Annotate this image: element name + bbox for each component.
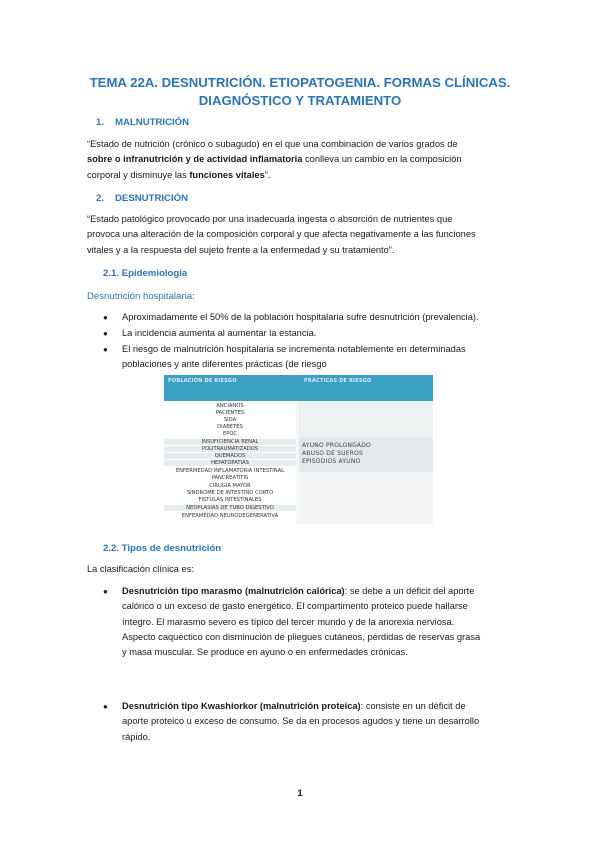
list-item-marasmo — [103, 584, 514, 660]
table-row: SIDA — [223, 417, 237, 423]
list-item-line: y masa muscular. Se produce en ayuno o en enfermedades crónicas. — [122, 647, 408, 658]
bold-text: Desnutrición tipo marasmo (malnutrición calórica) — [122, 586, 345, 596]
table-row: ENFERMEDAD INFLAMATORIA INTESTINAL — [175, 468, 285, 474]
practice-item: AYUNO PROLONGADO — [302, 442, 371, 449]
table-row: CIRUGÍA MAYOR — [209, 483, 251, 489]
para-line — [87, 168, 514, 183]
table-row: PACIENTES — [215, 410, 245, 416]
list-item-text: La incidencia aumenta al aumentar la estancia. — [122, 328, 317, 338]
heading-text: MALNUTRICIÓN — [115, 117, 190, 128]
heading-number: 1. — [96, 117, 105, 128]
text: : consiste en un déficit de — [360, 701, 466, 711]
heading-text: DESNUTRICIÓN — [115, 193, 189, 204]
table-row: QUEMADOS — [164, 453, 296, 459]
table-row: PANCREATITIS — [211, 475, 249, 481]
para-line: vitales y a la respuesta del sujeto frente a la enfermedad y su tratamiento”. — [87, 244, 395, 255]
bullet-icon: ● — [103, 702, 108, 711]
population-column — [164, 401, 296, 524]
table-row: DIABETES — [217, 424, 243, 430]
table-row: NEOPLASIAS DE TUBO DIGESTIVO — [164, 505, 296, 511]
practices-text — [302, 442, 371, 466]
table-header-right: PRÁCTICAS DE RIESGO — [304, 378, 372, 384]
table-row: FÍSTULAS INTESTINALES — [198, 497, 262, 503]
para-line: provoca una alteración de la composición corporal y que afecta negativamente a las funciones — [87, 229, 476, 240]
list-item-line: íntegro. El marasmo severo es típico del tercer mundo y de la anorexia nerviosa. — [122, 616, 455, 627]
page-title — [60, 74, 540, 110]
list-item-text — [122, 584, 514, 660]
table-row: INSUFICIENCIA RENAL — [164, 439, 296, 445]
practice-item: EPISODIOS AYUNO — [302, 458, 361, 465]
text: corporal y disminuye las — [87, 169, 190, 180]
practice-cell — [299, 472, 433, 524]
list-item-line: aporte proteico u exceso de consumo. Se da en procesos agudos y tiene un desarrollo — [122, 716, 480, 727]
heading-desnutricion — [96, 193, 188, 204]
list-item-line: poblaciones y ante diferentes prácticas (de riesgo — [122, 359, 327, 370]
table-row: ENFERMEDAD NEURODEGENERATIVA — [181, 513, 279, 519]
bold-text: funciones vitales — [189, 169, 265, 180]
paragraph-malnutricion — [87, 137, 514, 183]
list-item-text — [122, 699, 514, 745]
practice-item: ABUSO DE SUEROS — [302, 450, 364, 457]
paragraph-desnutricion — [87, 212, 514, 258]
table-header-left: POBLACIÓN DE RIESGO — [168, 378, 237, 384]
risk-table — [164, 375, 433, 524]
title-line-2: DIAGNÓSTICO Y TRATAMIENTO — [198, 93, 402, 108]
subheading-hospitalaria: Desnutrición hospitalaria: — [87, 291, 195, 302]
bullet-icon: ● — [103, 313, 108, 322]
table-row: EPOC — [222, 431, 238, 437]
table-row: HEPATOPATÍAS — [164, 460, 296, 466]
heading-malnutricion — [96, 117, 189, 128]
heading-tipos-desnutricion: 2.2. Tipos de desnutrición — [103, 543, 222, 554]
list-item-line: El riesgo de malnutrición hospitalaria se incrementa notablemente en determinadas — [122, 344, 466, 354]
table-row: SÍNDROME DE INTESTINO CORTO — [186, 490, 274, 496]
list-item-line: Aspecto caquéctico con disminución de pliegues cutáneos, pérdidas de reservas grasa — [122, 631, 481, 642]
text: conlleva un cambio en la composición — [302, 154, 462, 165]
bullet-icon: ● — [103, 329, 108, 338]
list-item-line: calórico o un exceso de gasto energético. El compartimento proteico puede hallarse — [122, 601, 468, 612]
heading-number: 2. — [96, 193, 105, 204]
para-line — [87, 152, 514, 167]
list-item — [103, 310, 514, 325]
classification-intro: La clasificación clínica es: — [87, 564, 194, 574]
list-item-line — [122, 584, 514, 599]
title-line-1: TEMA 22A. DESNUTRICIÓN. ETIOPATOGENIA. FORMAS CLÍNICAS. — [89, 75, 511, 90]
table-header — [164, 375, 433, 401]
table-row: POLITRAUMATIZADOS — [164, 446, 296, 452]
list-item-text: Aproximadamente el 50% de la población hospitalaria sufre desnutrición (prevalencia). — [122, 312, 479, 322]
bullet-icon: ● — [103, 587, 108, 596]
list-item-line: rápido. — [122, 731, 151, 742]
bullet-icon: ● — [103, 345, 108, 354]
list-item-text — [122, 342, 514, 373]
bold-text: Desnutrición tipo Kwashiorkor (malnutrición proteica) — [122, 701, 361, 711]
bold-text: sobre o infranutrición y de actividad inflamatoria — [87, 154, 303, 165]
text: ”. — [264, 169, 271, 180]
page-number: 1 — [297, 788, 303, 799]
text: : se debe a un déficit del aporte — [344, 586, 475, 596]
practice-cell — [299, 401, 433, 438]
table-row: ANCIANOS — [216, 403, 244, 409]
para-line: “Estado patológico provocado por una inadecuada ingesta o absorción de nutrientes que — [87, 214, 453, 224]
list-item-kwashiorkor — [103, 699, 514, 745]
list-item-line — [122, 699, 514, 714]
heading-epidemiologia: 2.1. Epidemiología — [103, 268, 188, 279]
list-item — [103, 342, 514, 373]
para-line: “Estado de nutrición (crónico o subagudo) en el que una combinación de varios grados de — [87, 139, 458, 149]
list-item — [103, 326, 514, 341]
